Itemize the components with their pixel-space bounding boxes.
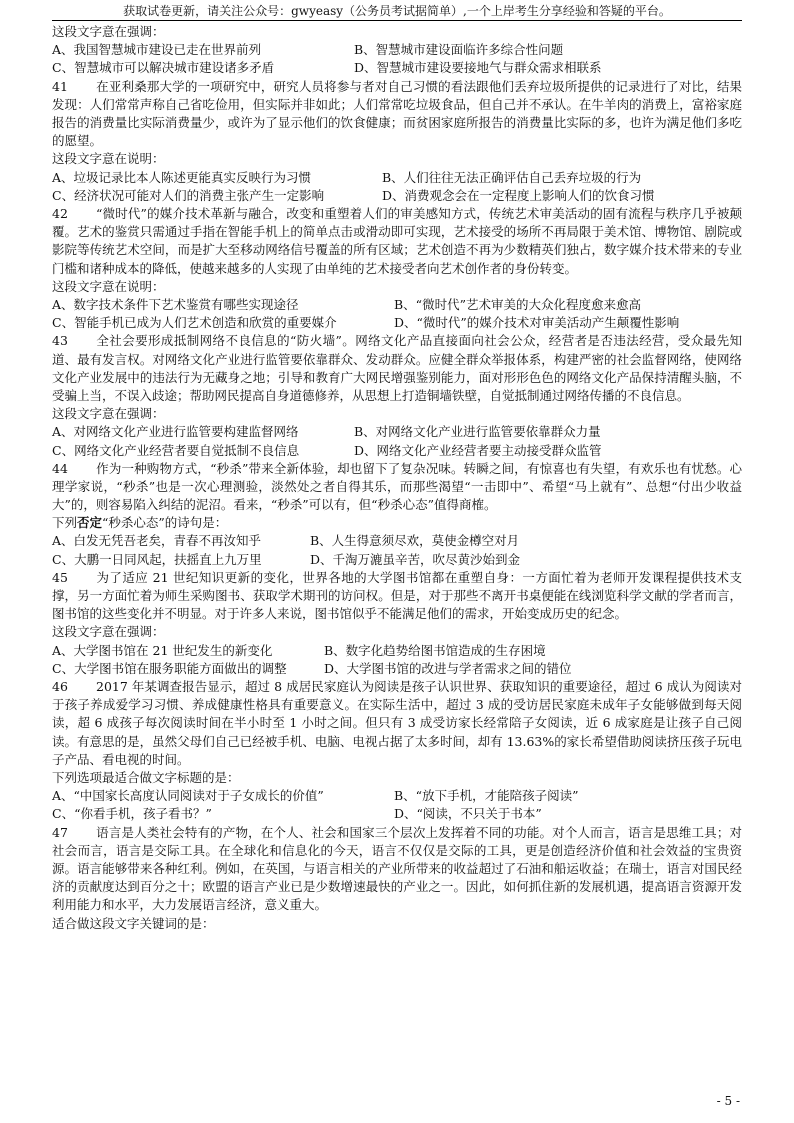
q46-option-d: D、“阅读，不只关于书本” <box>394 806 542 822</box>
q43-option-d: D、网络文化产业经营者要主动接受群众监管 <box>354 442 602 458</box>
q43-option-c: C、网络文化产业经营者要自觉抵制不良信息 <box>52 442 300 458</box>
q45-stem <box>52 569 742 624</box>
q46-options-ab <box>52 787 742 805</box>
q47-number: 47 <box>52 824 68 840</box>
q42-options-cd <box>52 314 742 332</box>
q42-option-a: A、数字技术条件下艺术鉴赏有哪些实现途径 <box>52 296 299 312</box>
q41-option-b: B、人们往往无法正确评估自己丢弃垃圾的行为 <box>382 169 642 185</box>
q44-option-c: C、大鹏一日同风起，扶摇直上九万里 <box>52 551 262 567</box>
q42-number: 42 <box>52 205 68 221</box>
q40-option-d: D、智慧城市建设要接地气与群众需求相联系 <box>354 60 602 76</box>
q44-prompt-post: “秒杀心态”的诗句是： <box>102 515 228 531</box>
q40-option-a: A、我国智慧城市建设已走在世界前列 <box>52 42 262 58</box>
q46-option-b: B、“放下手机，才能陪孩子阅读” <box>394 788 579 804</box>
q42-option-b: B、“微时代”艺术审美的大众化程度愈来愈高 <box>394 296 641 312</box>
q41-option-c: C、经济状况可能对人们的消费主张产生一定影响 <box>52 187 325 203</box>
q40-prompt: 这段文字意在强调： <box>52 24 165 39</box>
q41-prompt: 这段文字意在说明： <box>52 151 165 167</box>
q44-stem <box>52 460 742 515</box>
page-number: - 5 - <box>716 1094 740 1108</box>
q42-option-d: D、“微时代”的媒介技术对审美活动产生颠覆性影响 <box>394 315 680 331</box>
q44-option-a: A、白发无凭吾老矣，青春不再汝知乎 <box>52 533 262 549</box>
q42-text: “微时代”的媒介技术革新与融合，改变和重塑着人们的审美感知方式，传统艺术审美活动的固有流程与秩序几乎被颠覆。艺术的鉴赏只需通过手指在智能手机上的简单点击或滑动即可实现，艺术接受的场所不再局限于美术馆、博物馆、剧院或影院等传统艺术空间，而是扩大至移动网络信号覆盖的所有区域；艺术创造不再为少数精英们独占，数字媒介技术带来的专业门槛和诸种成本的降低，使越来越多的人实现了由单纯的艺术接受者向艺术创作者的身份转变。 <box>52 205 742 276</box>
q45-text: 为了适应 21 世纪知识更新的变化，世界各地的大学图书馆都在重塑自身：一方面忙着为老师开发课程提供技术支撑，另一方面忙着为师生采购图书、获取学术期刊的访问权。但是，对于那些不离开书桌便能在线浏览科学文献的学者而言，图书馆的这些变化并不明显。对于许多人来说，图书馆似乎不能满足他们的需求，开始变成历史的纪念。 <box>52 569 742 622</box>
q40-options-ab <box>52 41 742 59</box>
q47-text: 语言是人类社会特有的产物，在个人、社会和国家三个层次上发挥着不同的功能。对个人而言，语言是思维工具；对社会而言，语言是交际工具。在全球化和信息化的今天，语言不仅仅是交际的工具，更是创造经济价值和社会效益的宝贵资源。语言能够带来各种红利。例如，在英国，与语言相关的产业所带来的收益超过了石油和船运收益；在瑞士，语言对国民经济的贡献度达到百分之十；欧盟的语言产业已是少数增速最快的产业之一。因此，如何抓住新的发展机遇，提高语言资源开发利用能力和水平，大力发展语言经济，意义重大。 <box>52 824 742 913</box>
q43-options-cd <box>52 442 742 460</box>
q46-prompt: 下列选项最适合做文字标题的是： <box>52 770 240 786</box>
q46-number: 46 <box>52 679 68 695</box>
q41-options-ab <box>52 169 742 187</box>
q43-options-ab <box>52 423 742 441</box>
q46-stem <box>52 678 742 769</box>
q44-prompt-emphasis: 否定 <box>77 515 103 531</box>
document-body <box>52 23 742 933</box>
q40-option-b: B、智慧城市建设面临许多综合性问题 <box>354 42 564 58</box>
q46-option-a: A、“中国家长高度认同阅读对于子女成长的价值” <box>52 788 324 804</box>
q41-stem <box>52 78 742 151</box>
q44-text: 作为一种购物方式，“秒杀”带来全新体验，却也留下了复杂况味。转瞬之间，有惊喜也有失望，有欢乐也有忧愁。心理学家说，“秒杀”也是一次心理测验，淡然处之者自得其乐，而那些渴望“一击即中”、希望“马上就有”、总想“付出少收益大”的，则容易陷入纠结的泥沼。看来，“秒杀”可以有，但“秒杀心态”值得商榷。 <box>52 460 742 513</box>
q42-option-c: C、智能手机已成为人们艺术创造和欣赏的重要媒介 <box>52 315 337 331</box>
header-divider <box>52 20 742 21</box>
q44-option-b: B、人生得意须尽欢，莫使金樽空对月 <box>310 533 520 549</box>
q40-options-cd <box>52 59 742 77</box>
q42-prompt: 这段文字意在说明： <box>52 278 165 294</box>
q45-options-ab <box>52 642 742 660</box>
header-notice: 获取试卷更新，请关注公众号：gwyeasy（公务员考试据简单）,一个上岸考生分享经验和答疑的平台。 <box>123 4 671 18</box>
q45-option-b: B、数字化趋势给图书馆造成的生存困境 <box>324 642 546 658</box>
q47-stem <box>52 824 742 915</box>
q44-option-d: D、千淘万漉虽辛苦，吹尽黄沙始到金 <box>310 551 521 567</box>
q43-prompt: 这段文字意在强调： <box>52 406 165 422</box>
q42-options-ab <box>52 296 742 314</box>
q44-prompt <box>52 514 742 532</box>
q41-options-cd <box>52 187 742 205</box>
q44-number: 44 <box>52 460 68 476</box>
q41-text: 在亚利桑那大学的一项研究中，研究人员将参与者对自己习惯的看法跟他们丢弃垃圾所提供的记录进行了对比，结果发现：人们常常声称自己省吃俭用，但实际并非如此；人们常常吃垃圾食品，但自己并不承认。在牛羊肉的消费上，富裕家庭报告的消费量比实际消费量少，或许为了显示他们的饮食健康；而贫困家庭所报告的消费量比实际的多，也许为满足他们多吃的愿望。 <box>52 78 742 149</box>
q41-number: 41 <box>52 78 68 94</box>
q42-stem <box>52 205 742 278</box>
q45-option-c: C、大学图书馆在服务职能方面做出的调整 <box>52 660 287 676</box>
q45-option-d: D、大学图书馆的改进与学者需求之间的错位 <box>324 660 572 676</box>
page-header <box>52 0 742 22</box>
q45-number: 45 <box>52 569 68 585</box>
q45-option-a: A、大学图书馆在 21 世纪发生的新变化 <box>52 642 273 658</box>
q46-option-c: C、“你看手机，孩子看书？” <box>52 806 212 822</box>
q44-prompt-pre: 下列 <box>52 515 78 531</box>
q43-option-b: B、对网络文化产业进行监管要依靠群众力量 <box>354 424 601 440</box>
q41-option-a: A、垃圾记录比本人陈述更能真实反映行为习惯 <box>52 169 312 185</box>
q43-option-a: A、对网络文化产业进行监管要构建监督网络 <box>52 424 299 440</box>
q44-options-ab <box>52 532 742 550</box>
q47-prompt: 适合做这段文字关键词的是： <box>52 915 215 931</box>
q40-option-c: C、智慧城市可以解决城市建设诸多矛盾 <box>52 60 275 76</box>
q46-options-cd <box>52 805 742 823</box>
q45-prompt: 这段文字意在强调： <box>52 624 165 640</box>
q44-options-cd <box>52 551 742 569</box>
q43-text: 全社会要形成抵制网络不良信息的“防火墙”。网络文化产品直接面向社会公众，经营者是否违法经营，受众最先知道、最有发言权。对网络文化产业进行监管要依靠群众、发动群众。应健全群众举报体系，构建严密的社会监督网络，使网络文化产业发展中的违法行为无藏身之地；引导和教育广大网民增强鉴别能力，面对形形色色的网络文化产品保持清醒头脑，不受骗上当，不误入歧途；帮助网民提高自身道德修养，从思想上打造铜墙铁壁，自觉抵制通过网络传播的不良信息。 <box>52 333 742 403</box>
q45-options-cd <box>52 660 742 678</box>
q46-text: 2017 年某调查报告显示，超过 8 成居民家庭认为阅读是孩子认识世界、获取知识的重要途径，超过 6 成认为阅读对于孩子养成爱学习习惯、养成健康性格具有重要意义。在实际生活中，超过 3 成的受访居民家庭未成年子女能够做到每天阅读，超 6 成孩子每次阅读时间在半小时至 1 小时之间。但只有 3 成受访家长经常陪子女阅读，近 6 成家庭是让孩子自己阅读。有意思的是，虽然父母们自己已经被手机、电脑、电视占据了太多时间，却有 13.63%的家长希望借助阅读挤压孩子玩电子产品、看电视的时间。 <box>52 679 742 767</box>
q41-option-d: D、消费观念会在一定程度上影响人们的饮食习惯 <box>382 187 655 203</box>
q43-stem <box>52 332 742 405</box>
q43-number: 43 <box>52 333 68 349</box>
